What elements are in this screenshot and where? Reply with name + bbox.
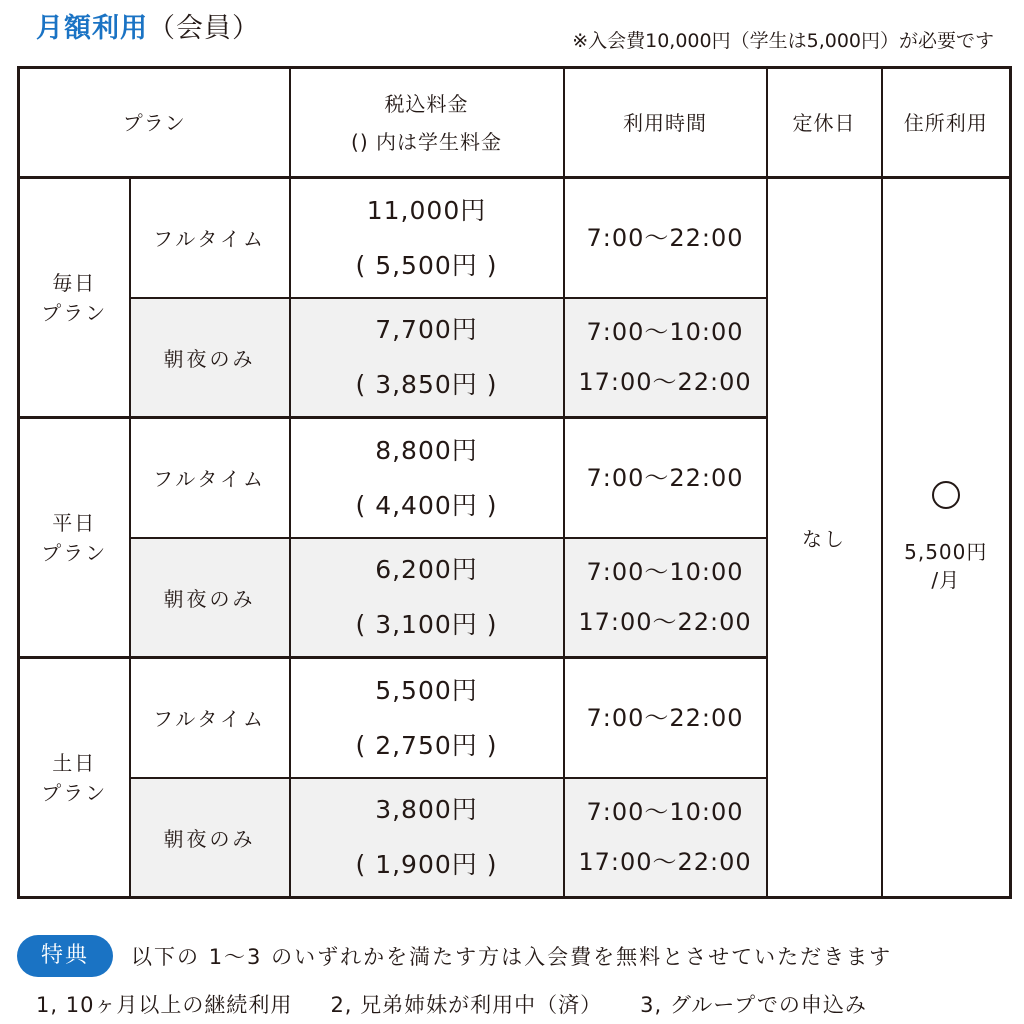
group-label-daily: [19, 178, 130, 418]
header-fee-line2: () 内は学生料金: [351, 129, 502, 154]
plan-name: フルタイム: [130, 658, 290, 778]
header-holiday: 定休日: [767, 68, 882, 178]
group-name-line1: 土日: [52, 750, 97, 775]
group-label-weekend: [19, 658, 130, 898]
perk-row: [17, 935, 892, 977]
group-name-line2: プラン: [41, 540, 108, 565]
group-label-weekday: [19, 418, 130, 658]
fee-cell: [290, 778, 564, 898]
plan-name: フルタイム: [130, 178, 290, 298]
hours-cell: [564, 778, 767, 898]
title-sub: （会員）: [148, 13, 260, 44]
fee-value: 3,800円: [375, 795, 478, 825]
student-fee-value: ( 5,500円 ): [355, 250, 498, 280]
hours-line2: 17:00〜22:00: [578, 848, 752, 877]
perk-text: 以下の 1〜3 のいずれかを満たす方は入会費を無料とさせていただきます: [131, 945, 893, 969]
address-cell: [882, 178, 1011, 898]
hours-cell: [564, 298, 767, 418]
page-title: [36, 6, 260, 45]
student-fee-value: ( 3,100円 ): [355, 610, 498, 640]
fee-cell: [290, 178, 564, 298]
fee-value: 7,700円: [375, 315, 478, 345]
student-fee-value: ( 2,750円 ): [355, 730, 498, 760]
perk-conditions: [36, 986, 905, 1022]
holiday-cell: なし: [767, 178, 882, 898]
fee-cell: [290, 658, 564, 778]
hours-cell: [564, 178, 767, 298]
group-name-line1: 平日: [52, 510, 97, 535]
hours-line2: 17:00〜22:00: [578, 608, 752, 637]
plan-name: フルタイム: [130, 418, 290, 538]
fee-cell: [290, 538, 564, 658]
hours-line2: 17:00〜22:00: [578, 368, 752, 397]
group-name-line2: プラン: [41, 300, 108, 325]
circle-icon: [932, 481, 960, 509]
group-name-line1: 毎日: [52, 270, 97, 295]
plan-name: 朝夜のみ: [130, 298, 290, 418]
hours-line1: 7:00〜22:00: [586, 463, 744, 492]
condition-item: 2, 兄弟姉妹が利用中（済）: [330, 993, 603, 1017]
header-fee: [290, 68, 564, 178]
address-price: 5,500円: [904, 540, 988, 564]
condition-item: 1, 10ヶ月以上の継続利用: [36, 993, 293, 1017]
student-fee-value: ( 1,900円 ): [355, 850, 498, 880]
header-row: [19, 68, 1011, 178]
fee-value: 5,500円: [375, 675, 478, 705]
address-unit: /月: [931, 568, 961, 592]
entry-fee-note: ※入会費10,000円（学生は5,000円）が必要です: [572, 30, 994, 52]
hours-cell: [564, 658, 767, 778]
plan-name: 朝夜のみ: [130, 778, 290, 898]
header-address: 住所利用: [882, 68, 1011, 178]
table-row: [19, 178, 1011, 298]
condition-item: 3, グループでの申込み: [640, 993, 867, 1017]
hours-line1: 7:00〜10:00: [586, 318, 744, 347]
fee-value: 6,200円: [375, 555, 478, 585]
hours-line1: 7:00〜10:00: [586, 798, 744, 827]
hours-line1: 7:00〜22:00: [586, 703, 744, 732]
hours-line1: 7:00〜22:00: [586, 223, 744, 252]
price-table: [17, 66, 1012, 899]
student-fee-value: ( 3,850円 ): [355, 370, 498, 400]
hours-line1: 7:00〜10:00: [586, 558, 744, 587]
fee-cell: [290, 298, 564, 418]
fee-value: 8,800円: [375, 435, 478, 465]
student-fee-value: ( 4,400円 ): [355, 490, 498, 520]
header-hours: 利用時間: [564, 68, 767, 178]
group-name-line2: プラン: [41, 780, 108, 805]
fee-cell: [290, 418, 564, 538]
hours-cell: [564, 538, 767, 658]
header-fee-line1: 税込料金: [384, 91, 469, 116]
header-plan: プラン: [19, 68, 290, 178]
perk-badge: 特典: [17, 935, 113, 977]
fee-value: 11,000円: [366, 195, 487, 225]
title-main: 月額利用: [36, 13, 148, 44]
hours-cell: [564, 418, 767, 538]
plan-name: 朝夜のみ: [130, 538, 290, 658]
